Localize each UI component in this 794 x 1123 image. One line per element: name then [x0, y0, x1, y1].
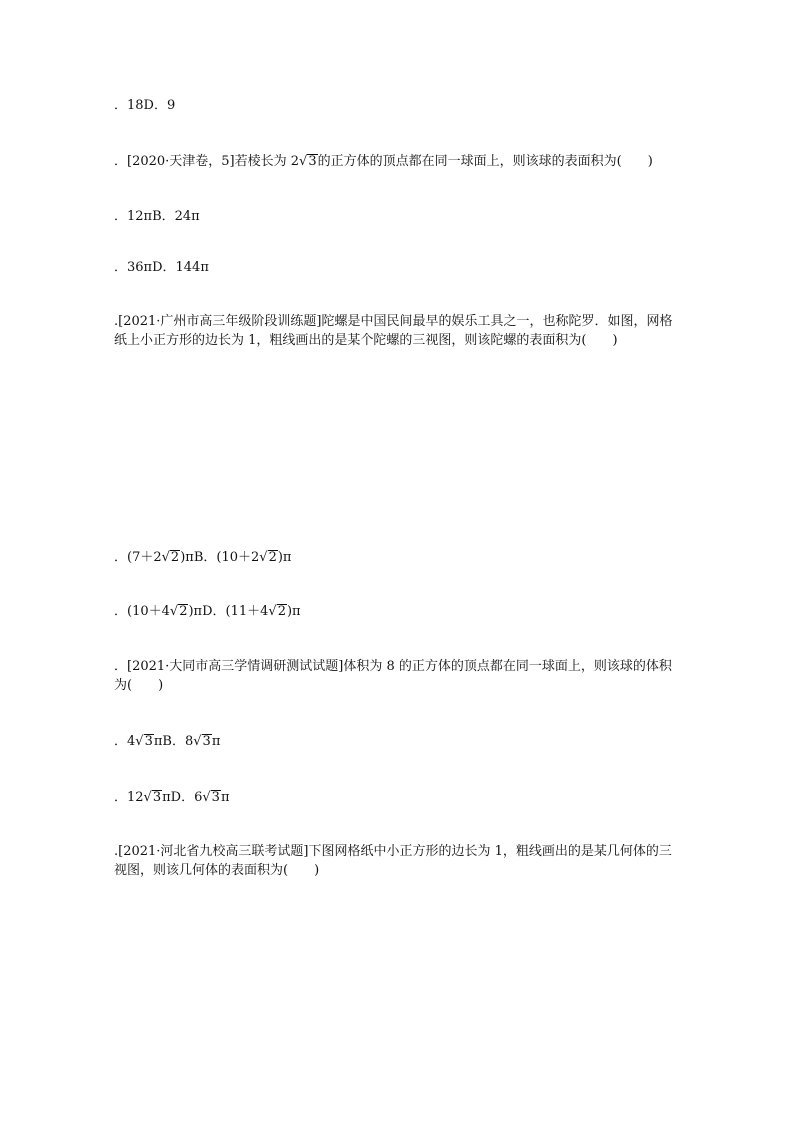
- radicand: 3: [308, 154, 317, 169]
- figure-placeholder-spinning-top: [114, 360, 684, 530]
- option-text: )π: [277, 550, 292, 565]
- radical-sign: √: [299, 154, 308, 169]
- radicand: 3: [202, 734, 211, 749]
- radical-sign: √: [268, 604, 277, 619]
- answer-options-ab-top: [114, 548, 291, 567]
- radical-sign: √: [202, 790, 211, 805]
- radical-sign: √: [143, 790, 152, 805]
- question-text: .[2021·河北省九校高三联考试题]下图网格纸中小正方形的边长为 1，粗线画出的是某几何体的三视图，则该几何体的表面积为( ): [114, 844, 672, 878]
- question-three-view-solid: [114, 842, 684, 880]
- option-text: πD．6: [162, 790, 203, 805]
- option-text: ．(7＋2: [114, 550, 162, 565]
- question-cube-sphere-surface: [114, 152, 653, 171]
- answer-options-cd: [114, 258, 209, 277]
- option-text: ．36πD．144π: [114, 260, 209, 275]
- option-text: π: [211, 734, 221, 749]
- question-text-part1: ．[2020·天津卷，5]若棱长为 2: [114, 154, 300, 169]
- radicand: 3: [152, 790, 162, 805]
- sqrt-expression: [259, 548, 278, 567]
- radical-sign: √: [169, 604, 179, 619]
- option-text: ．12πB．24π: [114, 209, 200, 224]
- option-text: πB．8: [153, 734, 194, 749]
- question-cube-sphere-volume: [114, 657, 684, 695]
- sqrt-expression: [202, 788, 221, 807]
- question-text: .[2021·广州市高三年级阶段训练题]陀螺是中国民间最早的娱乐工具之一，也称陀罗．如图，网格纸上小正方形的边长为 1，粗线画出的是某个陀螺的三视图，则该陀螺的表面积为( ): [114, 314, 673, 348]
- option-text: )πB．(10＋2: [180, 550, 260, 565]
- option-text: ．12: [114, 790, 144, 805]
- radical-sign: √: [161, 550, 170, 565]
- radicand: 3: [211, 790, 220, 805]
- answer-options-cd-prev: [114, 96, 175, 115]
- sqrt-expression: [170, 602, 189, 621]
- question-text: ．[2021·大同市高三学情调研测试试题]体积为 8 的正方体的顶点都在同一球面上，则该球的体积为( ): [114, 659, 672, 693]
- option-text: π: [220, 790, 230, 805]
- radical-sign: √: [135, 734, 144, 749]
- sqrt-expression: [144, 788, 163, 807]
- sqrt-expression: [268, 602, 287, 621]
- answer-options-cd-top: [114, 602, 301, 621]
- answer-options-ab: [114, 207, 200, 226]
- option-text: ．(10＋4: [114, 604, 170, 619]
- radical-sign: √: [193, 734, 202, 749]
- answer-options-ab-volume: [114, 732, 220, 751]
- sqrt-expression: [193, 732, 212, 751]
- sqrt-expression: [162, 548, 181, 567]
- radicand: 3: [144, 734, 153, 749]
- sqrt-expression: [299, 152, 318, 171]
- sqrt-expression: [135, 732, 154, 751]
- option-text: )πD．(11＋4: [188, 604, 269, 619]
- radicand: 2: [268, 550, 277, 565]
- question-text-part2: 的正方体的顶点都在同一球面上，则该球的表面积为( ): [317, 154, 653, 169]
- option-text: )π: [286, 604, 301, 619]
- radicand: 2: [277, 604, 286, 619]
- option-text: ．18D．9: [114, 98, 176, 113]
- question-spinning-top: [114, 312, 684, 350]
- radical-sign: √: [259, 550, 268, 565]
- radicand: 2: [170, 550, 180, 565]
- radicand: 2: [179, 604, 188, 619]
- figure-placeholder-three-view: [114, 890, 684, 1090]
- option-text: ．4: [114, 734, 136, 749]
- answer-options-cd-volume: [114, 788, 230, 807]
